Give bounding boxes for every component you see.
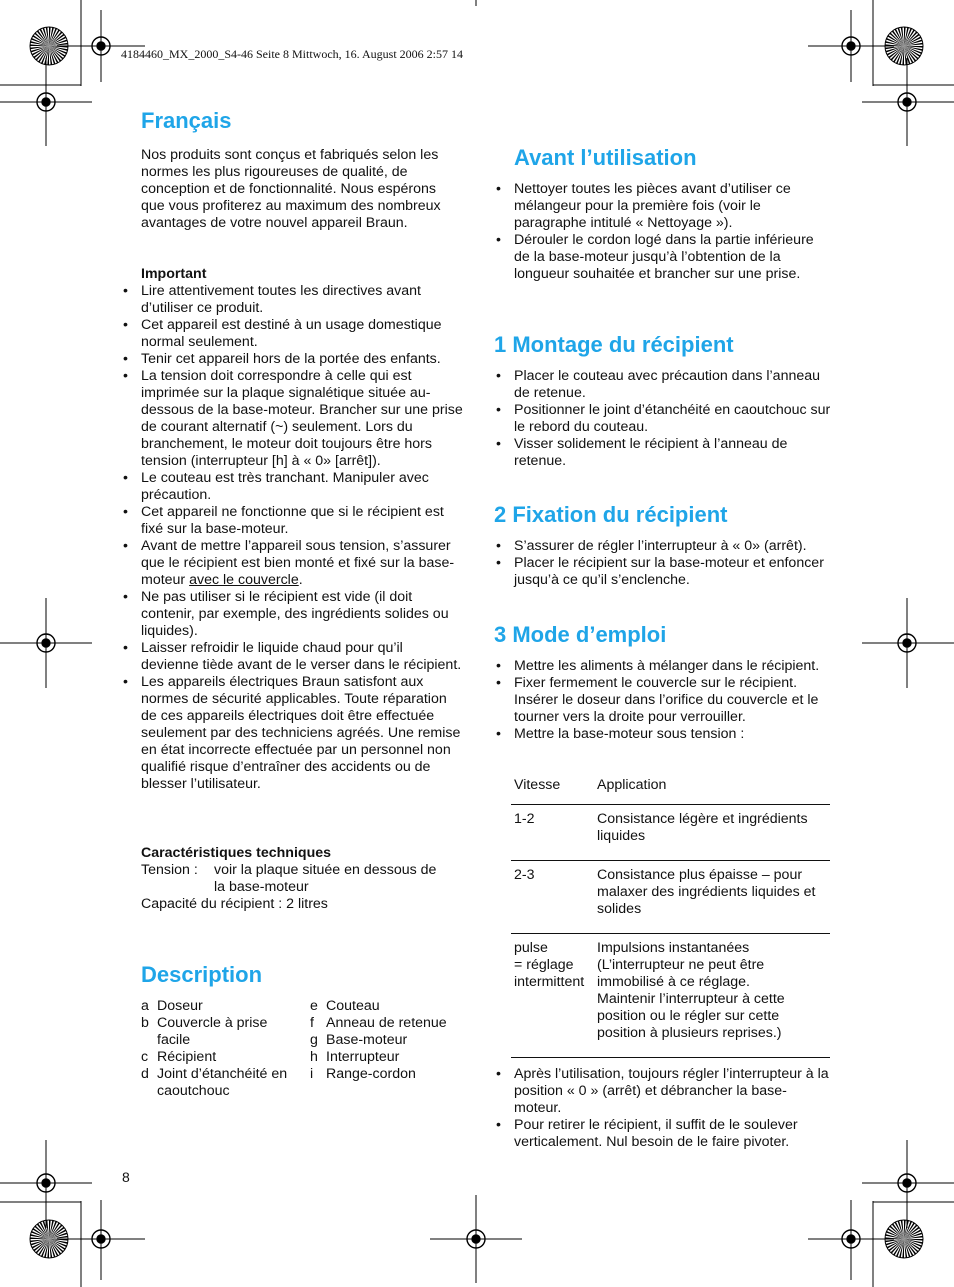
heading-fixation: 2 Fixation du récipient [494, 502, 728, 527]
starburst-mark [30, 1220, 68, 1258]
list-item: • Visser solidement le récipient à l’anneau de retenue. [496, 436, 832, 470]
list-item-text: Avant de mettre l’appareil sous tension, s’assurer que le récipient est bien monté et fixé sur la base-moteur [141, 538, 455, 588]
fixation-list [496, 538, 832, 589]
part-letter: a [141, 998, 149, 1014]
list-item: • Cet appareil est destiné à un usage domestique normal seulement. [123, 317, 463, 351]
list-item [310, 1066, 470, 1083]
part-letter: c [141, 1049, 149, 1065]
table-row [511, 805, 830, 861]
table-cell-application: Consistance légère et ingrédients liquides [597, 805, 830, 861]
list-item [141, 1049, 291, 1066]
table-cell-application: Impulsions instantanées (L’interrupteur ne peut être immobilisé à ce réglage. Maintenir l’interrupteur à cette position ou le régler sur cette position à plusieurs reprises.) [597, 934, 830, 1058]
table-cell-speed: 1-2 [511, 805, 597, 861]
part-letter: g [310, 1032, 318, 1048]
list-item: • Le couteau est très tranchant. Manipuler avec précaution. [123, 470, 463, 504]
important-list [123, 283, 463, 793]
part-name: Range-cordon [326, 1066, 416, 1082]
table-header-speed: Vitesse [511, 777, 597, 805]
part-name: Doseur [157, 998, 203, 1014]
part-name: Interrupteur [326, 1049, 400, 1065]
part-name: Joint d’étanchéité en caoutchouc [157, 1066, 288, 1099]
part-letter: h [310, 1049, 318, 1065]
list-item: • Dérouler le cordon logé dans la partie inférieure de la base-moteur jusqu’à l’obtention de la longueur souhaitée et brancher sur une prise. [496, 232, 832, 283]
list-item: • S’assurer de régler l’interrupteur à « 0» (arrêt). [496, 538, 832, 555]
table-header-application: Application [597, 777, 830, 805]
part-name: Couteau [326, 998, 380, 1014]
part-letter: d [141, 1066, 149, 1082]
list-item: • Lire attentivement toutes les directives avant d’utiliser ce produit. [123, 283, 463, 317]
heading-francais: Français [141, 108, 232, 133]
important-title: Important [141, 266, 207, 282]
description-list-right [310, 998, 470, 1083]
specs-title: Caractéristiques techniques [141, 845, 332, 861]
list-item: • Positionner le joint d’étanchéité en caoutchouc sur le rebord du couteau. [496, 402, 832, 436]
table-cell-speed: pulse = réglage intermittent [511, 934, 597, 1058]
list-item [310, 1049, 470, 1066]
list-item [310, 1032, 470, 1049]
mode-list [496, 658, 832, 743]
heading-description: Description [141, 962, 263, 987]
table-row [511, 861, 830, 934]
list-item: • Pour retirer le récipient, il suffit de le soulever verticalement. Nul besoin de le faire pivoter. [496, 1117, 832, 1151]
part-name: Couvercle à prise facile [157, 1015, 268, 1048]
list-item: • Les appareils électriques Braun satisfont aux normes de sécurité applicables. Toute réparation de ces appareils électriques doit être effectuée seulement par des techniciens agréés. Une remise en état incorrecte effectuée par un personnel non qualifié risque d’entraîner des accidents ou de blesser l’utilisateur. [123, 674, 463, 793]
table-cell-speed: 2-3 [511, 861, 597, 934]
list-item-text: . [298, 572, 303, 588]
list-item: • Laisser refroidir le liquide chaud pour qu’il devienne tiède avant de le verser dans le récipient. [123, 640, 463, 674]
list-item: • Nettoyer toutes les pièces avant d’utiliser ce mélangeur pour la première fois (voir le paragraphe intitulé « Nettoyage »). [496, 181, 832, 232]
avant-list [496, 181, 832, 283]
list-item [123, 538, 463, 589]
table-header-row [511, 777, 830, 805]
list-item: • Tenir cet appareil hors de la portée des enfants. [123, 351, 463, 368]
specs-section [141, 845, 461, 913]
heading-mode: 3 Mode d’emploi [494, 622, 667, 647]
page-number: 8 [122, 1169, 130, 1185]
starburst-mark [885, 27, 923, 65]
table-row [511, 934, 830, 1058]
list-item [310, 998, 470, 1015]
table-cell-application: Consistance plus épaisse – pour malaxer des ingrédients liquides et solides [597, 861, 830, 934]
spec-value: voir la plaque située en dessous de la base-moteur [214, 862, 437, 895]
list-item: • La tension doit correspondre à celle qui est imprimée sur la plaque signalétique située au-dessous de la base-moteur. Brancher sur une prise de courant alternatif (~) seulement. Lors du branchement, le moteur doit toujours être hors tension (interrupteur [h] à « 0» [arrêt]). [123, 368, 463, 470]
list-item: • Fixer fermement le couvercle sur le récipient. Insérer le doseur dans l’orifice du couvercle et le tourner vers la droite pour verrouiller. [496, 675, 832, 726]
part-letter: i [310, 1066, 314, 1082]
important-section [123, 266, 463, 793]
list-item: • Après l’utilisation, toujours régler l’interrupteur à la position « 0 » (arrêt) et débrancher la base-moteur. [496, 1066, 832, 1117]
description-list-left [141, 998, 291, 1100]
list-item [310, 1015, 470, 1032]
list-item: • Placer le couteau avec précaution dans l’anneau de retenue. [496, 368, 832, 402]
list-item: • Placer le récipient sur la base-moteur et enfoncer jusqu’à ce qu’il s’enclenche. [496, 555, 832, 589]
print-slug: 4184460_MX_2000_S4-46 Seite 8 Mittwoch, 16. August 2006 2:57 14 [121, 47, 464, 61]
spec-tension [141, 862, 461, 896]
starburst-mark [885, 1220, 923, 1258]
part-name: Récipient [157, 1049, 217, 1065]
part-letter: e [310, 998, 318, 1014]
list-item [141, 1066, 291, 1100]
list-item: • Mettre la base-moteur sous tension : [496, 726, 832, 743]
part-letter: f [310, 1015, 314, 1031]
part-name: Anneau de retenue [326, 1015, 447, 1031]
part-letter: b [141, 1015, 149, 1031]
list-item [141, 998, 291, 1015]
part-name: Base-moteur [326, 1032, 408, 1048]
list-item: • Cet appareil ne fonctionne que si le récipient est fixé sur la base-moteur. [123, 504, 463, 538]
heading-montage: 1 Montage du récipient [494, 332, 734, 357]
list-item: • Mettre les aliments à mélanger dans le récipient. [496, 658, 832, 675]
montage-list [496, 368, 832, 470]
spec-capacity: Capacité du récipient : 2 litres [141, 896, 328, 912]
spec-label: Tension : [141, 862, 198, 878]
speed-table [511, 777, 830, 1058]
list-item: • Ne pas utiliser si le récipient est vide (il doit contenir, par exemple, des ingrédients solides ou liquides). [123, 589, 463, 640]
underlined-phrase: avec le couvercle [189, 572, 299, 588]
intro-paragraph: Nos produits sont conçus et fabriqués selon les normes les plus rigoureuses de qualité, de conception et de fonctionnalité. Nous espérons que vous profiterez au maximum des nombreux avantages de votre nouvel appareil Braun. [141, 147, 441, 231]
heading-avant: Avant l’utilisation [514, 145, 697, 170]
list-item [141, 1015, 291, 1049]
after-use-list [496, 1066, 832, 1151]
starburst-mark [30, 27, 68, 65]
